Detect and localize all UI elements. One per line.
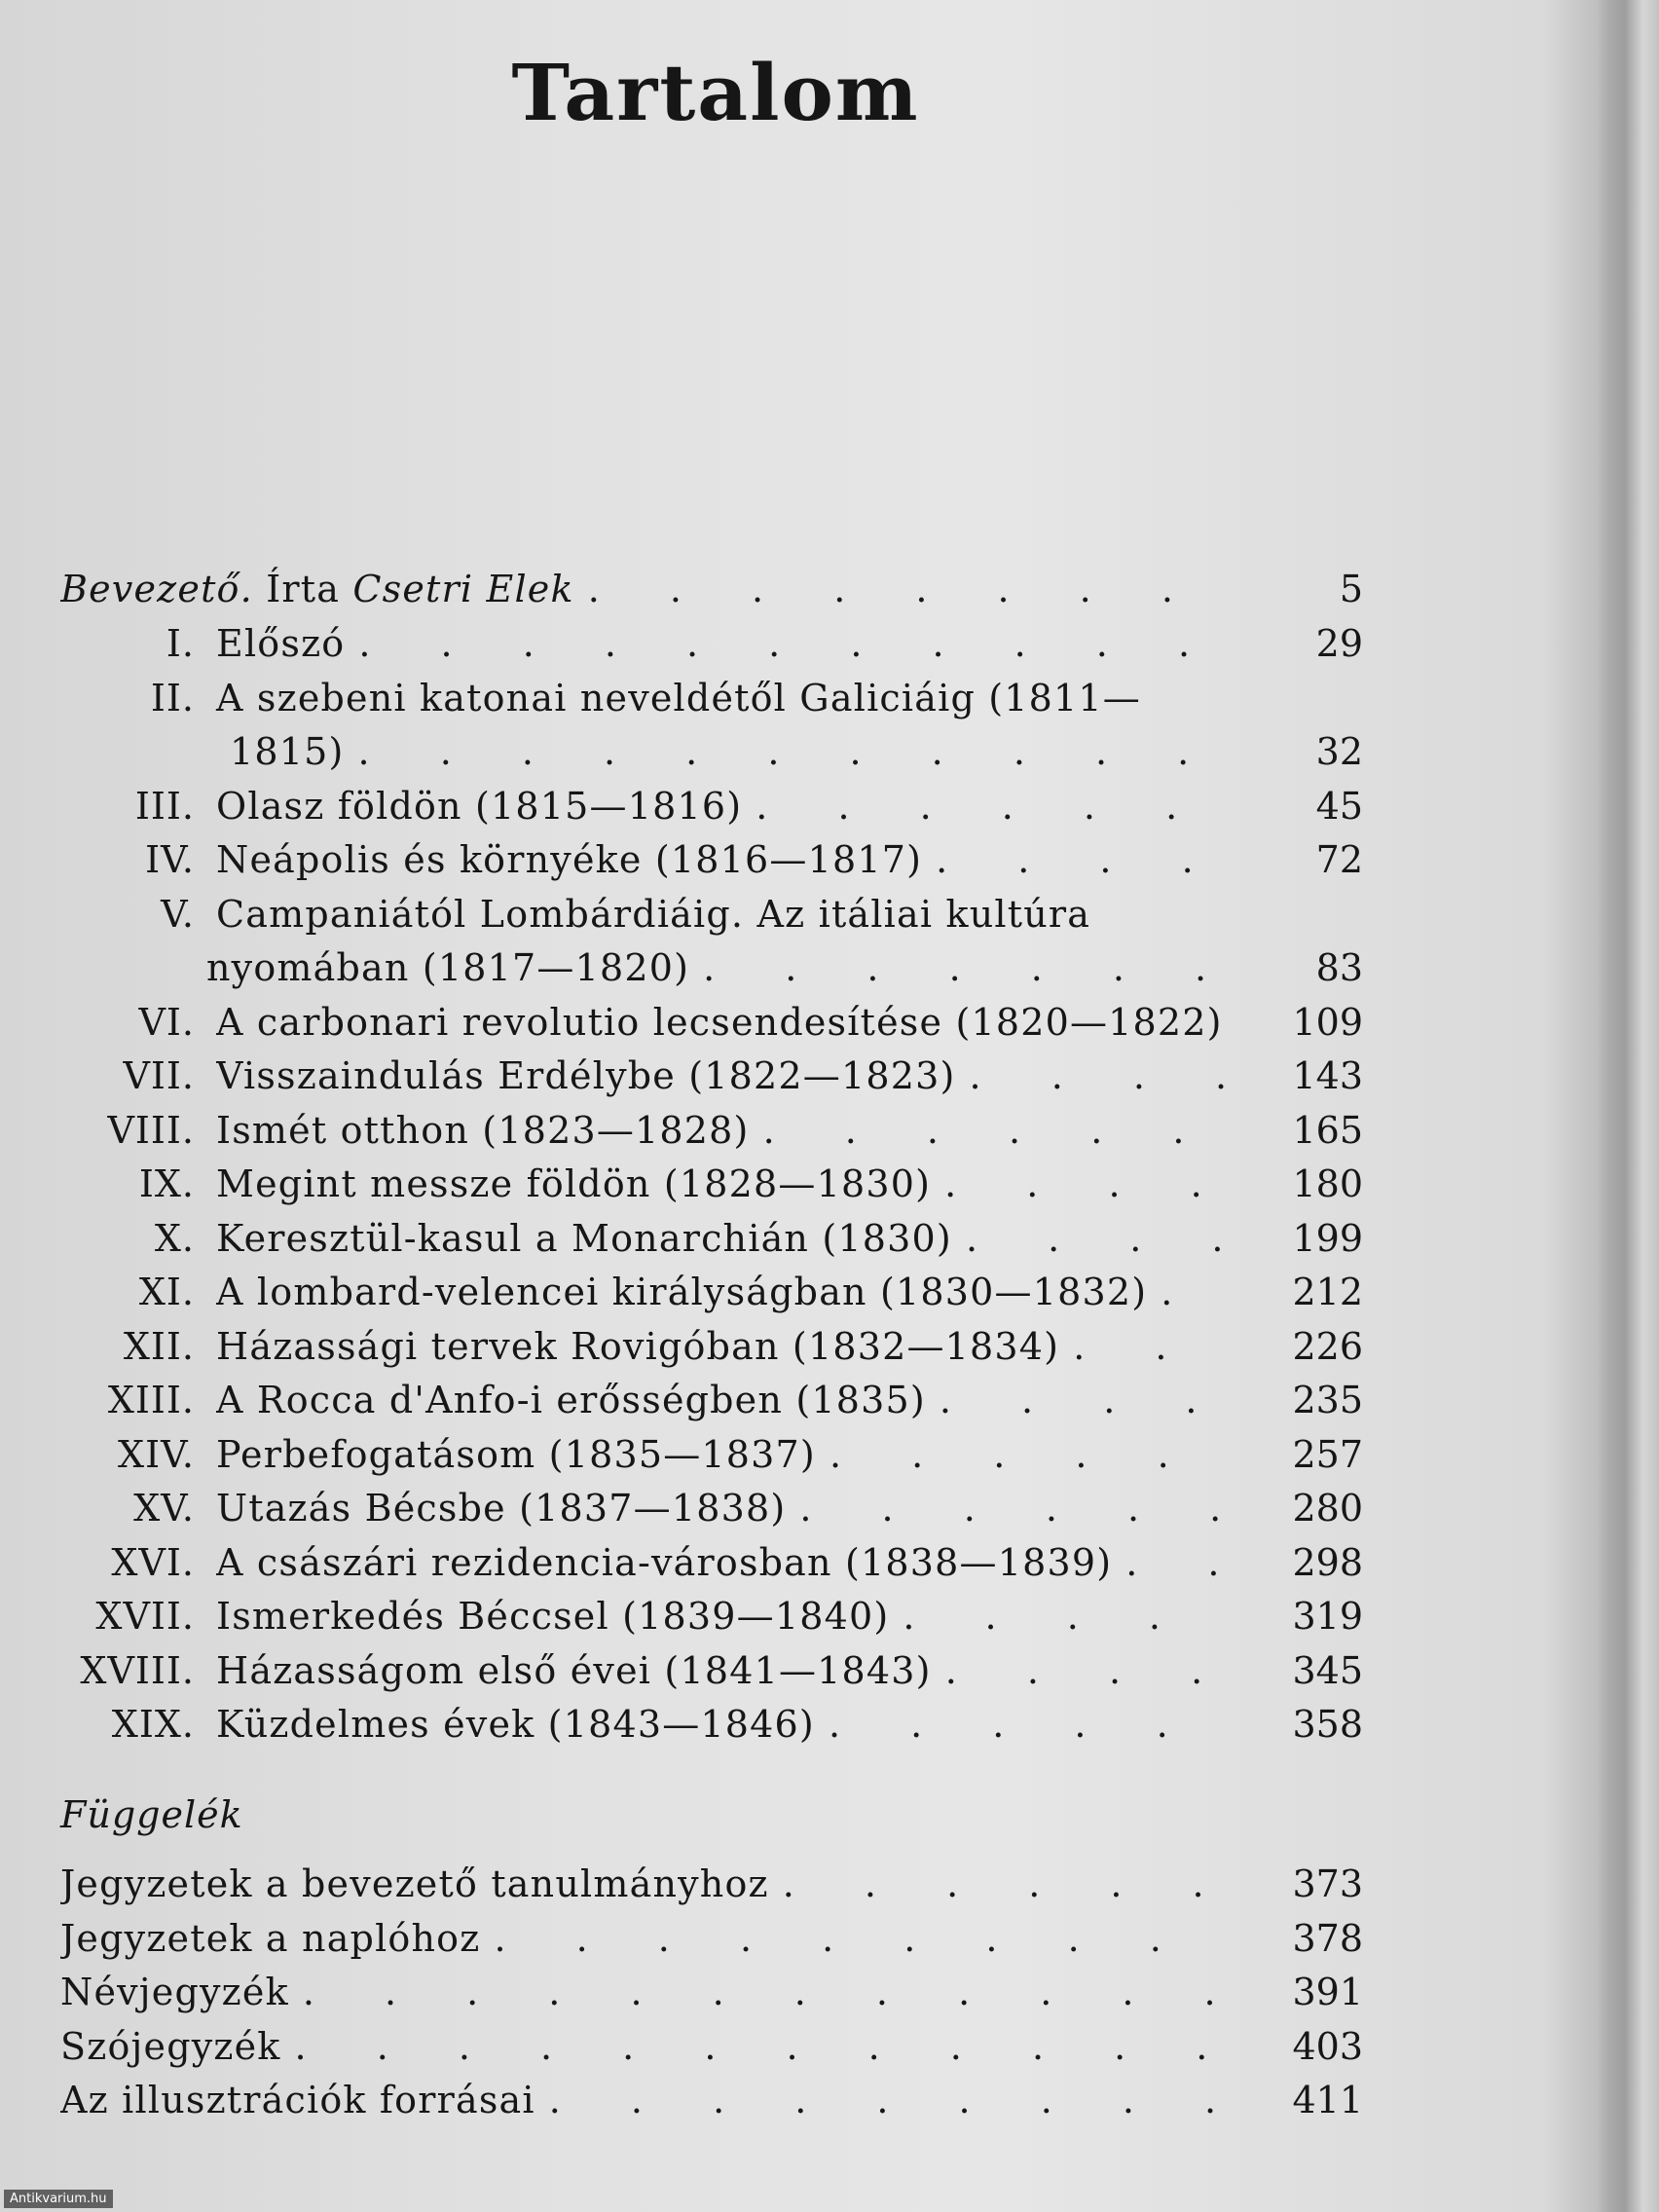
chapter-number: XIII. — [107, 1379, 195, 1421]
leader-dots — [345, 727, 1247, 776]
chapter-number: XVI. — [111, 1540, 195, 1584]
leader-dots — [574, 565, 1234, 613]
toc-entry — [0, 1160, 1402, 1208]
leader-dots — [1059, 1322, 1234, 1371]
toc-entry — [0, 835, 1402, 884]
toc-entry — [0, 890, 1402, 939]
toc-entry — [0, 1430, 1402, 1479]
chapter-number: VIII. — [107, 1108, 195, 1152]
chapter-number: III. — [134, 784, 195, 828]
chapter-number: XIX. — [111, 1703, 195, 1746]
page-number: 298 — [1292, 1540, 1363, 1584]
page-number: 235 — [1292, 1379, 1363, 1421]
page-number: 165 — [1292, 1108, 1363, 1152]
chapter-number: XVII. — [95, 1595, 195, 1638]
toc-entry — [0, 782, 1402, 830]
leader-dots — [750, 1106, 1234, 1155]
toc-entry — [0, 1214, 1402, 1263]
chapter-title: A szebeni katonai neveldétől Galiciáig (1811— — [216, 676, 1142, 719]
appendix-title: Szójegyzék — [60, 2024, 281, 2068]
chapter-number: XII. — [123, 1324, 195, 1368]
page-number: 319 — [1292, 1595, 1363, 1638]
appendix-entry — [0, 2022, 1402, 2071]
toc-entry — [0, 619, 1402, 668]
chapter-number: I. — [166, 622, 195, 665]
chapter-number: II. — [150, 676, 195, 719]
leader-dots — [1223, 998, 1234, 1047]
intro-written-by: Írta — [266, 568, 341, 610]
intro-author: Csetri Elek — [352, 568, 574, 610]
page-number: 5 — [1339, 568, 1363, 610]
toc-entry — [0, 1268, 1402, 1316]
leader-dots — [889, 1592, 1234, 1641]
leader-dots — [922, 835, 1234, 884]
page-number: 29 — [1315, 622, 1363, 665]
chapter-title: Ismerkedés Béccsel (1839—1840) — [216, 1595, 890, 1638]
page-title: Tartalom — [511, 47, 920, 138]
leader-dots — [769, 1860, 1234, 1908]
chapter-title: 1815) — [230, 730, 345, 773]
leader-dots — [786, 1484, 1234, 1532]
leader-dots — [742, 782, 1234, 830]
appendix-entry — [0, 1968, 1402, 2016]
appendix-title: Jegyzetek a bevezető tanulmányhoz — [60, 1862, 769, 1905]
leader-dots — [926, 1376, 1234, 1424]
chapter-number: V. — [161, 892, 195, 936]
chapter-title: Utazás Bécsbe (1837—1838) — [216, 1487, 787, 1530]
chapter-title: Visszaindulás Erdélybe (1822—1823) — [216, 1054, 956, 1097]
leader-dots — [1112, 1538, 1234, 1587]
toc-entry — [0, 1322, 1402, 1371]
leader-dots — [289, 1968, 1234, 2016]
page-number: 180 — [1292, 1162, 1363, 1205]
chapter-title: Küzdelmes évek (1843—1846) — [216, 1703, 815, 1746]
toc-entry — [0, 943, 1402, 992]
page-number: 199 — [1292, 1216, 1363, 1260]
intro-label: Bevezető. — [60, 568, 253, 610]
chapter-title: Olasz földön (1815—1816) — [216, 784, 743, 828]
chapter-number: X. — [154, 1216, 195, 1260]
page-number: 391 — [1292, 1971, 1363, 2013]
appendix-title: Jegyzetek a naplóhoz — [60, 1916, 481, 1960]
chapter-number: IV. — [145, 838, 195, 881]
toc-entry — [0, 674, 1402, 722]
leader-dots — [1147, 1268, 1234, 1316]
page-number: 143 — [1292, 1054, 1363, 1097]
page-number: 32 — [1315, 730, 1363, 773]
page-edge-shadow — [1597, 0, 1659, 2212]
toc-entry — [0, 1106, 1402, 1155]
toc-entry — [0, 1051, 1402, 1100]
chapter-title: Perbefogatásom (1835—1837) — [216, 1432, 816, 1476]
toc-entry — [0, 1592, 1402, 1641]
leader-dots — [932, 1646, 1234, 1695]
page-number: 403 — [1292, 2024, 1363, 2068]
page-number: 83 — [1315, 946, 1363, 989]
toc-entry — [0, 1484, 1402, 1532]
chapter-title: nyomában (1817—1820) — [206, 946, 690, 989]
chapter-number: VII. — [123, 1054, 195, 1097]
chapter-title: A lombard-velencei királyságban (1830—1832) — [216, 1271, 1148, 1313]
appendix-title: Az illusztrációk forrásai — [60, 2079, 535, 2121]
chapter-number: IX. — [138, 1162, 195, 1205]
page-number: 280 — [1292, 1487, 1363, 1530]
chapter-title: Megint messze földön (1828—1830) — [216, 1162, 932, 1205]
chapter-title: Házasságom első évei (1841—1843) — [216, 1648, 932, 1692]
chapter-title: Campaniától Lombárdiáig. Az itáliai kultúra — [216, 892, 1091, 936]
page-number: 373 — [1292, 1862, 1363, 1905]
chapter-title: Keresztül-kasul a Monarchián (1830) — [216, 1216, 952, 1260]
leader-dots — [815, 1700, 1234, 1749]
chapter-title: Ismét otthon (1823—1828) — [216, 1108, 750, 1152]
leader-dots — [816, 1430, 1234, 1479]
page-number: 358 — [1292, 1703, 1363, 1746]
leader-dots — [689, 943, 1224, 992]
chapter-title: Előszó — [216, 622, 346, 665]
appendix-title: Névjegyzék — [60, 1971, 289, 2013]
chapter-number: VI. — [138, 1000, 195, 1044]
page-number: 345 — [1292, 1648, 1363, 1692]
chapter-title: A carbonari revolutio lecsendesítése (1820—1822) — [216, 1000, 1223, 1044]
leader-dots — [952, 1214, 1234, 1263]
chapter-number: XV. — [133, 1487, 195, 1530]
toc-entry — [0, 1700, 1402, 1749]
leader-dots — [956, 1051, 1234, 1100]
appendix-entry — [0, 2076, 1402, 2124]
leader-dots — [931, 1160, 1234, 1208]
chapter-title: A császári rezidencia-városban (1838—1839) — [216, 1540, 1113, 1584]
leader-dots — [345, 619, 1234, 668]
chapter-title: A Rocca d'Anfo-i erősségben (1835) — [216, 1379, 926, 1421]
toc-entry — [0, 1538, 1402, 1587]
appendix-entry — [0, 1914, 1402, 1963]
page-number: 378 — [1292, 1916, 1363, 1960]
page-number: 411 — [1292, 2079, 1363, 2121]
watermark: Antikvarium.hu — [4, 2190, 113, 2208]
appendix-entry — [0, 1860, 1402, 1908]
page-number: 257 — [1292, 1432, 1363, 1476]
page-number: 226 — [1292, 1324, 1363, 1368]
toc-entry — [0, 727, 1402, 776]
toc-entry — [0, 1376, 1402, 1424]
page-number: 109 — [1292, 1000, 1363, 1044]
toc-entry-intro — [0, 565, 1402, 613]
chapter-number: XVIII. — [80, 1648, 195, 1692]
leader-dots — [281, 2022, 1234, 2071]
chapter-number: XIV. — [118, 1432, 195, 1476]
chapter-title: Házassági tervek Rovigóban (1832—1834) — [216, 1324, 1060, 1368]
toc-entry — [0, 1646, 1402, 1695]
leader-dots — [480, 1914, 1234, 1963]
leader-dots — [535, 2076, 1234, 2124]
appendix-heading: Függelék — [60, 1793, 243, 1836]
toc-entry — [0, 998, 1402, 1047]
chapter-number: XI. — [138, 1271, 195, 1313]
page-number: 45 — [1315, 784, 1363, 828]
page-number: 212 — [1292, 1271, 1363, 1313]
chapter-title: Neápolis és környéke (1816—1817) — [216, 838, 923, 881]
page-number: 72 — [1315, 838, 1363, 881]
